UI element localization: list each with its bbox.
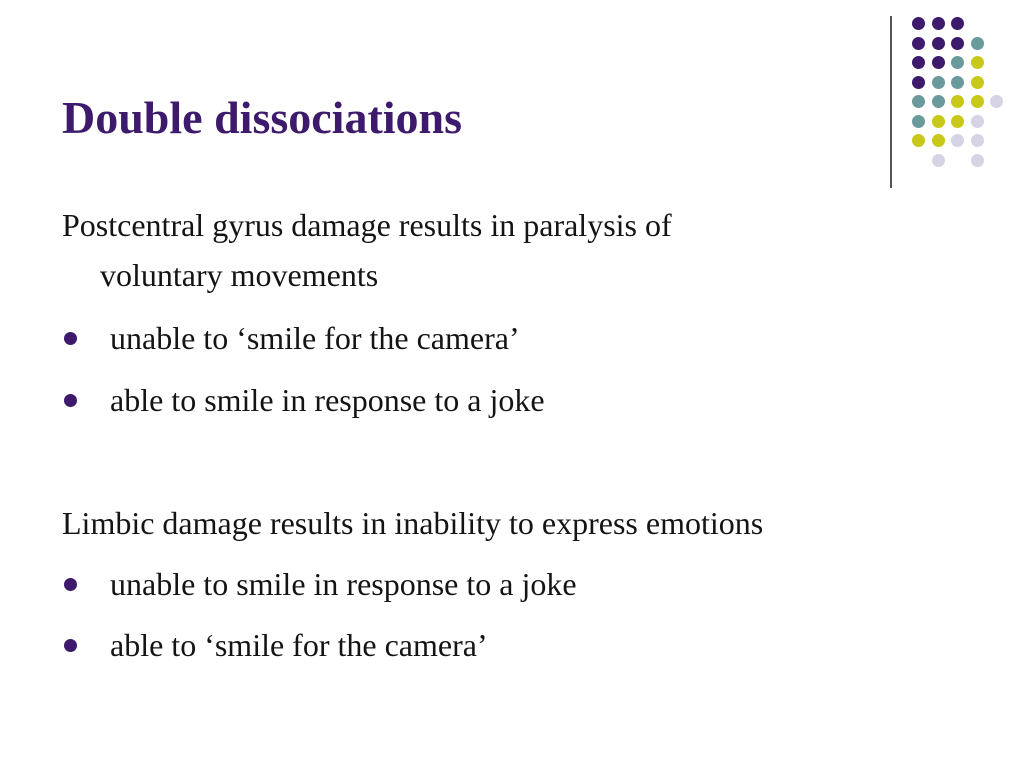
decorative-dot-icon bbox=[932, 95, 945, 108]
decorative-dot-icon bbox=[932, 76, 945, 89]
bullet-marker-icon bbox=[64, 394, 77, 407]
decorative-dot-icon bbox=[912, 134, 925, 147]
bullet-text: able to smile in response to a joke bbox=[110, 382, 545, 418]
bullet-text: unable to ‘smile for the camera’ bbox=[110, 320, 520, 356]
decorative-dot-icon bbox=[971, 134, 984, 147]
section-2-heading: Limbic damage results in inability to express emotions bbox=[62, 505, 764, 541]
decorative-dot-icon bbox=[951, 95, 964, 108]
decorative-dot-icon bbox=[912, 115, 925, 128]
decorative-dot-icon bbox=[951, 134, 964, 147]
decorative-dot-icon bbox=[951, 17, 964, 30]
decorative-dot-icon bbox=[951, 76, 964, 89]
bullet-text: unable to smile in response to a joke bbox=[110, 566, 577, 602]
decorative-dot-icon bbox=[912, 95, 925, 108]
decorative-dot-icon bbox=[932, 37, 945, 50]
section-1-heading-line-1: Postcentral gyrus damage results in paralysis of bbox=[62, 207, 672, 243]
bullet-marker-icon bbox=[64, 639, 77, 652]
decorative-dot-icon bbox=[971, 115, 984, 128]
decorative-dot-icon bbox=[932, 154, 945, 167]
decorative-dot-icon bbox=[932, 56, 945, 69]
decorative-dot-icon bbox=[912, 76, 925, 89]
decorative-dot-icon bbox=[951, 115, 964, 128]
title-divider-line bbox=[890, 16, 892, 188]
slide-title: Double dissociations bbox=[62, 92, 463, 143]
decorative-dot-icon bbox=[971, 154, 984, 167]
decorative-dot-icon bbox=[951, 56, 964, 69]
decorative-dot-icon bbox=[912, 17, 925, 30]
section-1-heading bbox=[62, 200, 672, 300]
decorative-dot-icon bbox=[932, 134, 945, 147]
decorative-dot-icon bbox=[971, 95, 984, 108]
decorative-dot-icon bbox=[990, 95, 1003, 108]
decorative-dot-icon bbox=[932, 115, 945, 128]
bullet-text: able to ‘smile for the camera’ bbox=[110, 627, 488, 663]
decorative-dot-icon bbox=[932, 17, 945, 30]
bullet-marker-icon bbox=[64, 332, 77, 345]
decorative-dot-icon bbox=[912, 37, 925, 50]
decorative-dot-icon bbox=[951, 37, 964, 50]
section-1-heading-line-2: voluntary movements bbox=[100, 257, 379, 293]
decorative-dot-icon bbox=[971, 37, 984, 50]
decorative-dot-icon bbox=[971, 76, 984, 89]
decorative-dot-grid bbox=[900, 10, 1020, 170]
bullet-marker-icon bbox=[64, 578, 77, 591]
decorative-dot-icon bbox=[971, 56, 984, 69]
decorative-dot-icon bbox=[912, 56, 925, 69]
